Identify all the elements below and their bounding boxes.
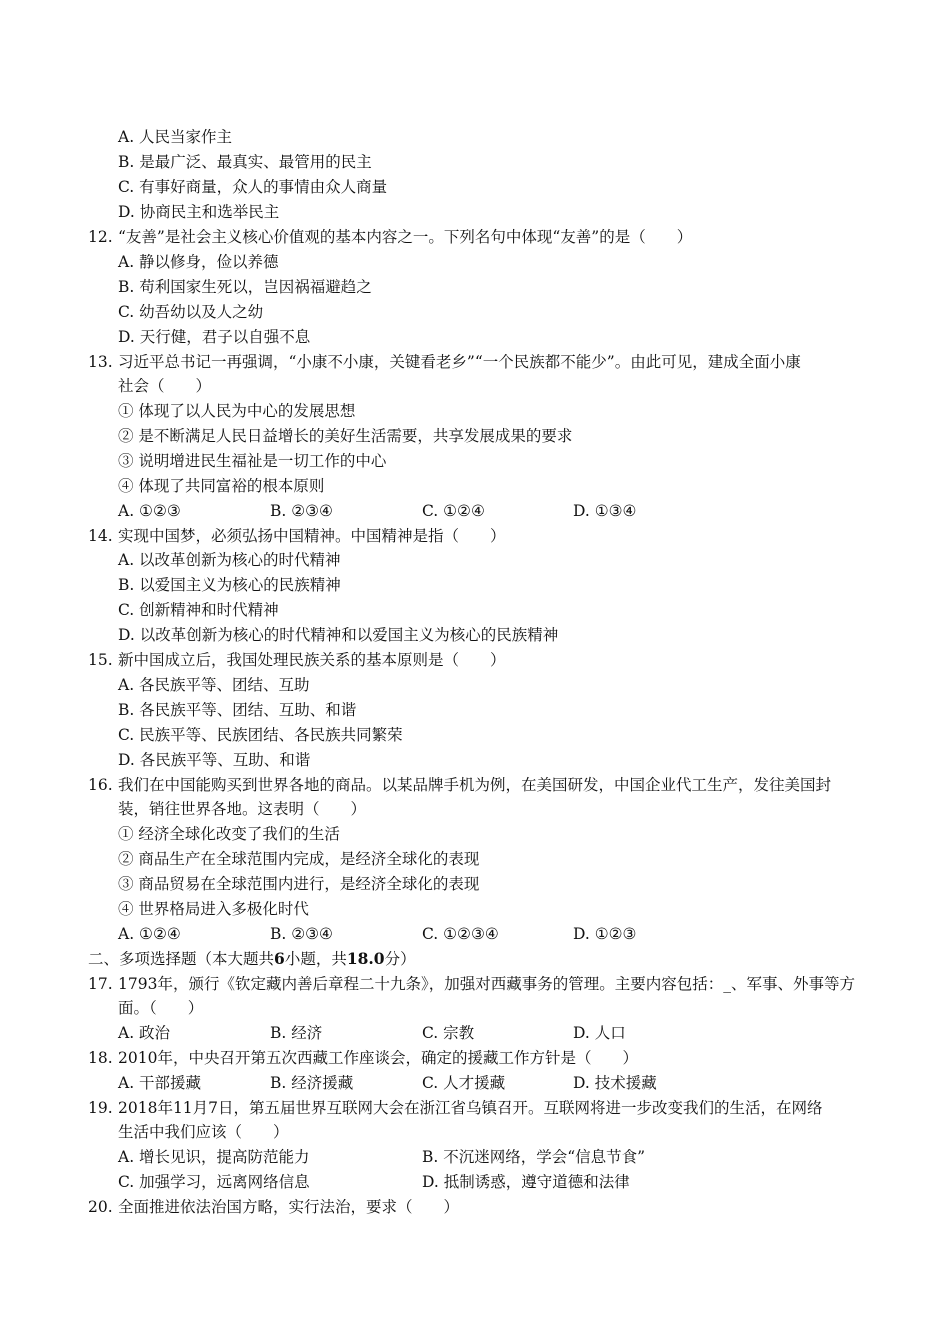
q18-choice-c: C. 人才援藏: [422, 1074, 506, 1092]
q13-choice-a: A. ①②③: [118, 502, 181, 520]
q15-option-d: D. 各民族平等、互助、和谐: [118, 751, 311, 769]
q13-choice-c: C. ①②④: [422, 502, 485, 520]
q15-number: 15.: [88, 651, 113, 669]
q17-choice-c: C. 宗教: [422, 1024, 475, 1042]
section-2-heading: [88, 949, 416, 969]
section-2-prefix: 二、多项选择题（本大题共: [88, 950, 275, 968]
q17-number: 17.: [88, 975, 113, 993]
q14-option-a: A. 以改革创新为核心的时代精神: [118, 551, 341, 569]
q12-number: 12.: [88, 228, 113, 246]
q17-stem-line1: 1793年，颁行《钦定藏内善后章程二十九条》，加强对西藏事务的管理。主要内容包括：_、军事、外事等方: [118, 975, 855, 993]
q14-number: 14.: [88, 527, 113, 545]
q16-stem-line2: 装，销往世界各地。这表明（ ）: [118, 800, 367, 818]
q19-stem-line2: 生活中我们应该（ ）: [118, 1123, 289, 1141]
q19-choice-a: A. 增长见识，提高防范能力: [118, 1148, 310, 1166]
q13-choice-b: B. ②③④: [270, 502, 333, 520]
q18-number: 18.: [88, 1049, 113, 1067]
q13-item-3: ③ 说明增进民生福祉是一切工作的中心: [118, 452, 387, 470]
q14-option-d: D. 以改革创新为核心的时代精神和以爱国主义为核心的民族精神: [118, 626, 559, 644]
q19-number: 19.: [88, 1099, 113, 1117]
q12-option-c: C. 幼吾幼以及人之幼: [118, 303, 264, 321]
q16-item-1: ① 经济全球化改变了我们的生活: [118, 825, 340, 843]
q16-number: 16.: [88, 776, 113, 794]
q16-item-2: ② 商品生产在全球范围内完成，是经济全球化的表现: [118, 850, 480, 868]
q13-item-4: ④ 体现了共同富裕的根本原则: [118, 477, 325, 495]
q16-item-3: ③ 商品贸易在全球范围内进行，是经济全球化的表现: [118, 875, 480, 893]
q19-stem-line1: 2018年11月7日，第五届世界互联网大会在浙江省乌镇召开。互联网将进一步改变我们的生活，在网络: [118, 1099, 823, 1117]
q15-option-a: A. 各民族平等、团结、互助: [118, 676, 310, 694]
section-2-score: 18.0: [346, 949, 385, 968]
q19-choice-c: C. 加强学习，远离网络信息: [118, 1173, 310, 1191]
q12-option-a: A. 静以修身，俭以养德: [118, 253, 279, 271]
section-2-count: 6: [274, 949, 285, 968]
q13-item-2: ② 是不断满足人民日益增长的美好生活需要，共享发展成果的要求: [118, 427, 573, 445]
q17-choice-d: D. 人口: [573, 1024, 626, 1042]
q13-choice-d: D. ①③④: [573, 502, 637, 520]
q11-option-b: B. 是最广泛、最真实、最管用的民主: [118, 153, 372, 171]
q15-option-c: C. 民族平等、民族团结、各民族共同繁荣: [118, 726, 403, 744]
q11-option-a: A. 人民当家作主: [118, 128, 233, 146]
q17-choice-b: B. 经济: [270, 1024, 323, 1042]
q18-choice-d: D. 技术援藏: [573, 1074, 657, 1092]
q15-stem: 新中国成立后，我国处理民族关系的基本原则是（ ）: [118, 651, 506, 669]
q13-number: 13.: [88, 353, 113, 371]
q18-choice-b: B. 经济援藏: [270, 1074, 354, 1092]
q14-stem: 实现中国梦，必须弘扬中国精神。中国精神是指（ ）: [118, 527, 506, 545]
q13-item-1: ① 体现了以人民为中心的发展思想: [118, 402, 356, 420]
q12-option-b: B. 苟利国家生死以，岂因祸福避趋之: [118, 278, 372, 296]
q13-stem-line1: 习近平总书记一再强调，“小康不小康，关键看老乡”“一个民族都不能少”。由此可见，建成全面小康: [118, 353, 801, 371]
q13-stem-line2: 社会（ ）: [118, 377, 212, 395]
q16-stem-line1: 我们在中国能购买到世界各地的商品。以某品牌手机为例，在美国研发，中国企业代工生产，发往美国封: [118, 776, 832, 794]
q19-choice-b: B. 不沉迷网络，学会“信息节食”: [422, 1148, 646, 1166]
q17-stem-line2: 面。（ ）: [118, 999, 204, 1017]
section-2-mid: 小题，共: [284, 950, 347, 968]
q16-choice-c: C. ①②③④: [422, 925, 499, 943]
q16-choice-d: D. ①②③: [573, 925, 637, 943]
q11-option-d: D. 协商民主和选举民主: [118, 203, 280, 221]
q17-choice-a: A. 政治: [118, 1024, 171, 1042]
q14-option-c: C. 创新精神和时代精神: [118, 601, 279, 619]
q20-number: 20.: [88, 1198, 113, 1216]
q20-stem: 全面推进依法治国方略，实行法治，要求（ ）: [118, 1198, 460, 1216]
q16-choice-a: A. ①②④: [118, 925, 181, 943]
q18-stem: 2010年，中央召开第五次西藏工作座谈会，确定的援藏工作方针是（ ）: [118, 1049, 638, 1067]
q15-option-b: B. 各民族平等、团结、互助、和谐: [118, 701, 357, 719]
q11-option-c: C. 有事好商量，众人的事情由众人商量: [118, 178, 388, 196]
q19-choice-d: D. 抵制诱惑，遵守道德和法律: [422, 1173, 630, 1191]
q14-option-b: B. 以爱国主义为核心的民族精神: [118, 576, 341, 594]
q12-stem: “友善”是社会主义核心价值观的基本内容之一。下列名句中体现“友善”的是（ ）: [118, 228, 693, 246]
q18-choice-a: A. 干部援藏: [118, 1074, 202, 1092]
q16-item-4: ④ 世界格局进入多极化时代: [118, 900, 309, 918]
q16-choice-b: B. ②③④: [270, 925, 333, 943]
section-2-suffix: 分）: [384, 950, 416, 968]
q12-option-d: D. 天行健，君子以自强不息: [118, 328, 311, 346]
